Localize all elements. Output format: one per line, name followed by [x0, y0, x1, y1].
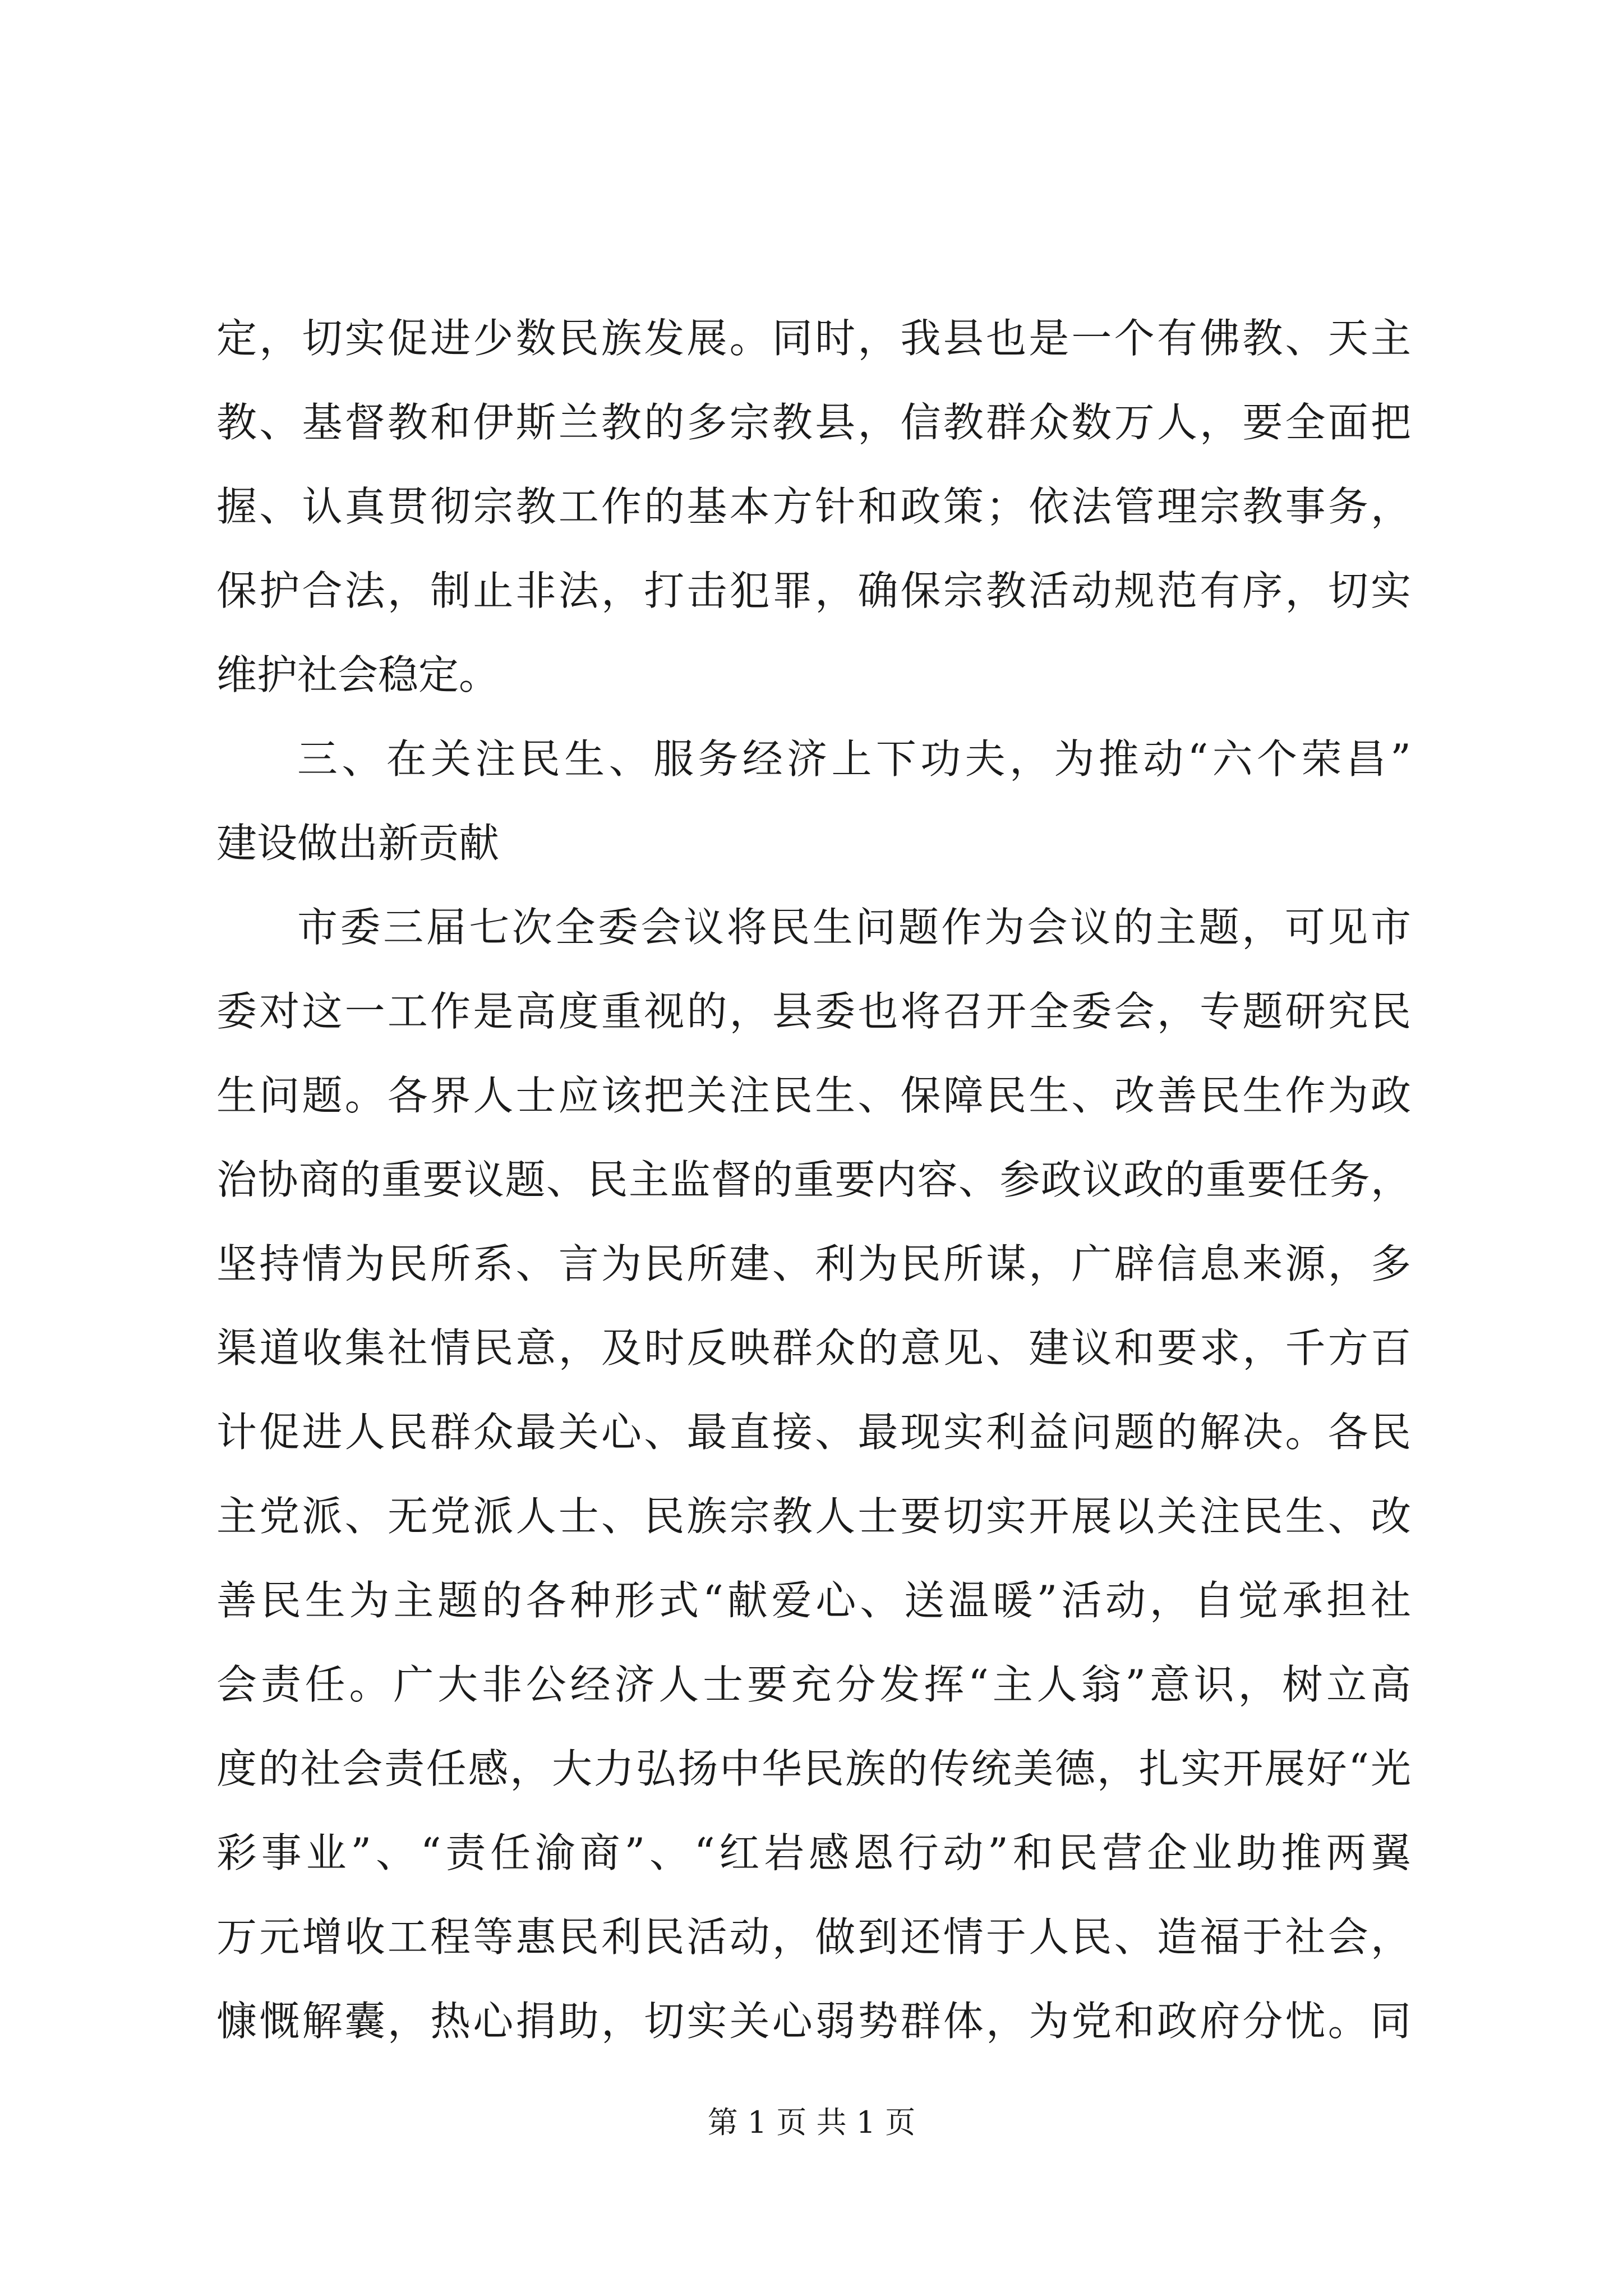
text-line: 慷慨解囊，热心捐助，切实关心弱势群体，为党和政府分忧。同 — [216, 1998, 1411, 2045]
text-line: 渠道收集社情民意，及时反映群众的意见、建议和要求，千方百 — [216, 1324, 1411, 1372]
page-footer: 第 1 页 共 1 页 — [707, 2105, 916, 2140]
text-line: 度的社会责任感，大力弘扬中华民族的传统美德，扎实开展好“光 — [216, 1745, 1411, 1792]
text-line: 教、基督教和伊斯兰教的多宗教县，信教群众数万人，要全面把 — [216, 399, 1411, 446]
text-line: 善民生为主题的各种形式“献爱心、送温暖”活动，自觉承担社 — [216, 1577, 1411, 1624]
text-line: 主党派、无党派人士、民族宗教人士要切实开展以关注民生、改 — [216, 1493, 1411, 1540]
text-line: 计促进人民群众最关心、最直接、最现实利益问题的解决。各民 — [216, 1409, 1411, 1456]
text-line: 定，切实促进少数民族发展。同时，我县也是一个有佛教、天主 — [216, 315, 1411, 362]
text-line: 市委三届七次全委会议将民生问题作为会议的主题，可见市 — [297, 904, 1411, 951]
section-heading-line: 三、在关注民生、服务经济上下功夫，为推动“六个荣昌” — [297, 735, 1411, 783]
text-line: 握、认真贯彻宗教工作的基本方针和政策；依法管理宗教事务， — [216, 483, 1411, 530]
text-line: 坚持情为民所系、言为民所建、利为民所谋，广辟信息来源，多 — [216, 1240, 1411, 1287]
text-line: 维护社会稳定。 — [216, 651, 500, 698]
text-line: 治协商的重要议题、民主监督的重要内容、参政议政的重要任务， — [216, 1156, 1411, 1203]
section-heading-line: 建设做出新贡献 — [216, 820, 500, 867]
text-line: 生问题。各界人士应该把关注民生、保障民生、改善民生作为政 — [216, 1072, 1411, 1119]
text-line: 彩事业”、“责任渝商”、“红岩感恩行动”和民营企业助推两翼 — [216, 1829, 1411, 1876]
text-line: 委对这一工作是高度重视的，县委也将召开全委会，专题研究民 — [216, 988, 1411, 1035]
text-line: 保护合法，制止非法，打击犯罪，确保宗教活动规范有序，切实 — [216, 567, 1411, 614]
text-line: 会责任。广大非公经济人士要充分发挥“主人翁”意识，树立高 — [216, 1661, 1411, 1708]
text-line: 万元增收工程等惠民利民活动，做到还情于人民、造福于社会， — [216, 1913, 1411, 1961]
